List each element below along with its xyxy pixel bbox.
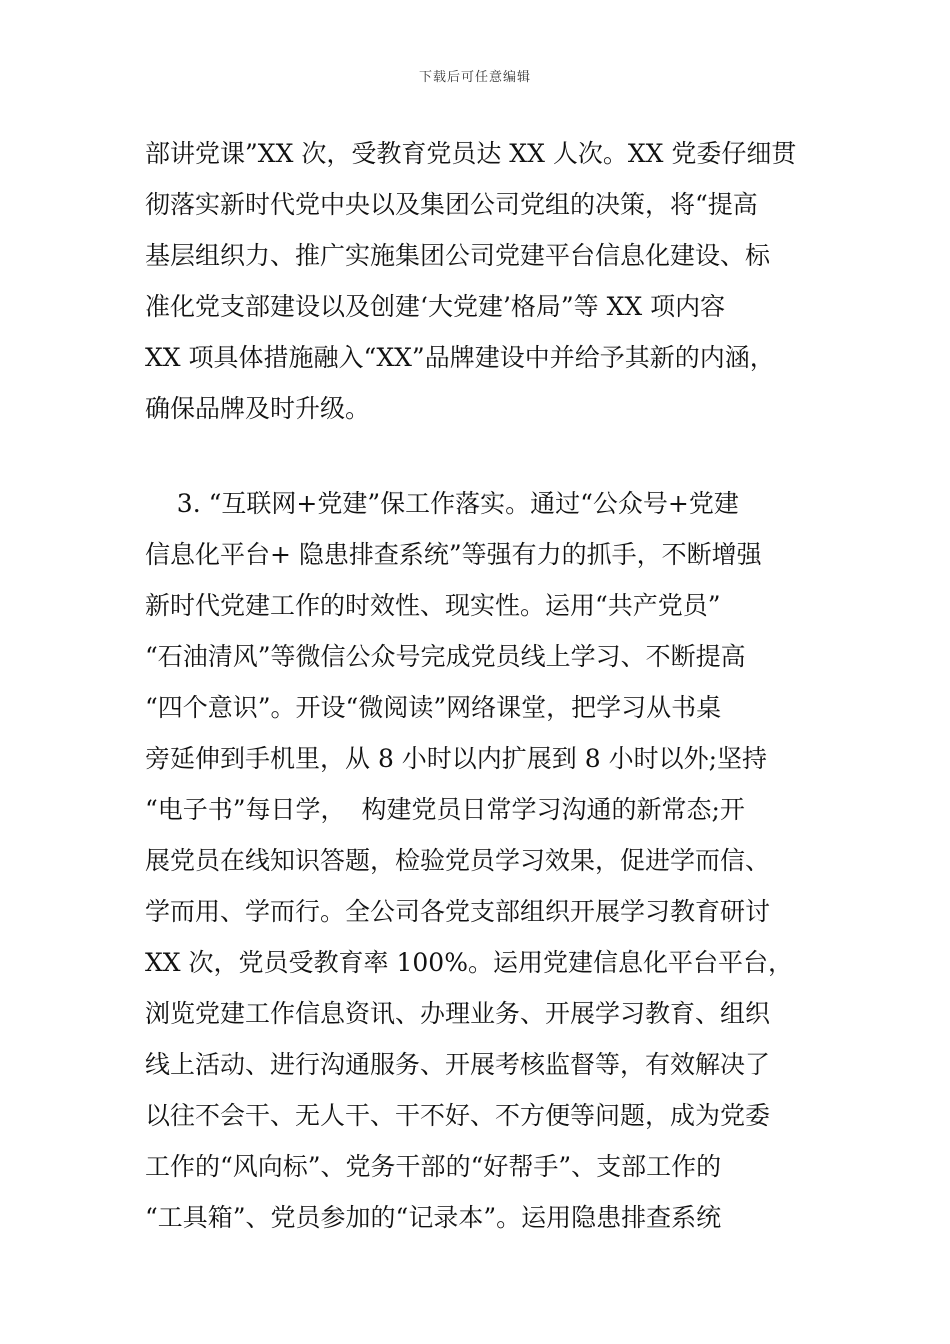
text-line: 基层组织力、推广实施集团公司党建平台信息化建设、标: [145, 241, 771, 270]
text-line: 新时代党建工作的时效性、现实性。运用“共产党员”: [145, 591, 721, 620]
text-line: 以往不会干、无人干、干不好、不方便等问题，成为党委: [145, 1101, 771, 1130]
page-header: 下载后可任意编辑: [418, 70, 531, 85]
text-line: 工作的“风向标”、党务干部的“好帮手”、支部工作的: [145, 1152, 722, 1181]
text-line: 学而用、学而行。全公司各党支部组织开展学习教育研讨: [145, 897, 771, 926]
paragraph-brand-building: [145, 128, 825, 434]
text-line: 浏览党建工作信息资讯、办理业务、开展学习教育、组织: [145, 999, 771, 1028]
text-line: 部讲党课”XX 次，受教育党员达 XX 人次。XX 党委仔细贯: [145, 139, 797, 168]
text-line: 3. “互联网+党建”保工作落实。通过“公众号+党建: [145, 489, 739, 518]
text-line: 线上活动、进行沟通服务、开展考核监督等，有效解决了: [145, 1050, 771, 1079]
text-line: “电子书”每日学， 构建党员日常学习沟通的新常态;开: [145, 795, 745, 824]
text-line: “石油清风”等微信公众号完成党员线上学习、不断提高: [145, 642, 746, 671]
paragraph-internet-party-building: [145, 478, 825, 1243]
text-line: 展党员在线知识答题，检验党员学习效果，促进学而信、: [145, 846, 771, 875]
text-line: “工具箱”、党员参加的“记录本”。运用隐患排查系统: [145, 1203, 722, 1232]
text-line: 信息化平台+ 隐患排查系统”等强有力的抓手，不断增强: [145, 540, 762, 569]
text-line: 准化党支部建设以及创建‘大党建’格局”等 XX 项内容: [145, 292, 726, 321]
text-line: XX 次，党员受教育率 100%。运用党建信息化平台平台，: [145, 948, 793, 977]
text-line: 确保品牌及时升级。: [145, 394, 371, 423]
text-line: 旁延伸到手机里，从 8 小时以内扩展到 8 小时以外;坚持: [145, 744, 768, 773]
text-line: XX 项具体措施融入“XX”品牌建设中并给予其新的内涵，: [145, 343, 775, 372]
text-line: 彻落实新时代党中央以及集团公司党组的决策，将“提高: [145, 190, 758, 219]
text-line: “四个意识”。开设“微阅读”网络课堂，把学习从书桌: [145, 693, 722, 722]
